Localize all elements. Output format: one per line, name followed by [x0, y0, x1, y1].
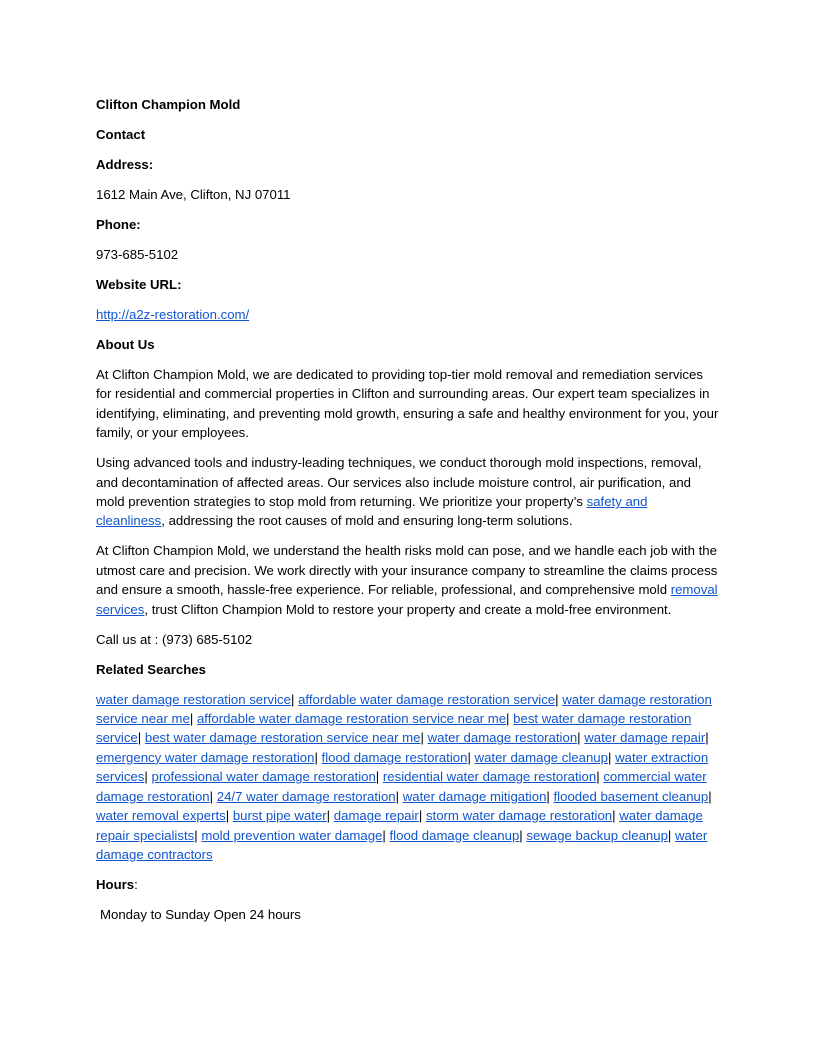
related-search-link[interactable]: flood damage cleanup [389, 827, 520, 843]
related-searches-list [96, 690, 720, 865]
related-search-link[interactable]: water damage repair [584, 730, 706, 746]
about-paragraph-1: At Clifton Champion Mold, we are dedicated to providing top-tier mold removal and remediation services for residential and commercial properties in Clifton and surrounding areas. Our expert team specializes in identifying, eliminating, and preventing mold growth, ensuring a safe and healthy environment for you, your family, or your employees. [96, 367, 719, 441]
hours-label: Hours [96, 876, 135, 892]
related-search-link[interactable]: water damage mitigation [402, 788, 547, 804]
related-search-link[interactable]: water damage restoration [427, 730, 578, 746]
about-heading: About Us [96, 337, 155, 352]
related-search-link[interactable]: professional water damage restoration [151, 769, 376, 785]
related-search-link[interactable]: sewage backup cleanup [526, 827, 668, 843]
link-separator: | [194, 827, 198, 843]
safety-cleanliness-link[interactable]: safety and cleanliness [96, 494, 648, 529]
link-separator: | [577, 730, 581, 746]
about-paragraph-2 [96, 453, 720, 531]
about-p3-text-after: , trust Clifton Champion Mold to restore your property and create a mold-free environment. [144, 601, 672, 617]
link-separator: | [225, 808, 230, 824]
related-search-link[interactable]: best water damage restoration service near me [144, 730, 421, 746]
related-search-link[interactable]: damage repair [333, 808, 419, 824]
about-paragraph-3 [96, 541, 720, 619]
related-search-link[interactable]: best water damage restoration service [96, 711, 692, 746]
link-separator: | [546, 788, 550, 804]
link-separator: | [382, 827, 386, 843]
phone-value: 973-685-5102 [96, 247, 179, 262]
website-paragraph [96, 305, 720, 324]
related-search-link[interactable]: water damage restoration service near me [96, 691, 712, 727]
link-separator: | [506, 711, 510, 727]
link-separator: | [314, 749, 318, 765]
link-separator: | [375, 769, 380, 785]
hours-value: Monday to Sunday Open 24 hours [100, 906, 301, 922]
link-separator: | [705, 730, 709, 746]
link-separator: | [607, 749, 612, 765]
related-search-link[interactable]: water removal experts [96, 808, 226, 824]
related-search-link[interactable]: 24/7 water damage restoration [216, 788, 396, 804]
related-search-link[interactable]: affordable water damage restoration service near me [196, 711, 507, 727]
link-separator: | [420, 730, 424, 746]
related-search-link[interactable]: affordable water damage restoration service [298, 691, 556, 707]
phone-label: Phone: [96, 217, 141, 232]
related-search-link[interactable]: water damage contractors [96, 827, 708, 862]
about-p2-text-before: Using advanced tools and industry-leading techniques, we conduct thorough mold inspections, removal, and decontamination of affected areas. Our services also include moisture control, air purification, and mold prevention strategies to stop mold from returning. We prioritize your property’s [96, 455, 702, 510]
link-separator: | [189, 711, 194, 727]
link-separator: | [612, 808, 616, 824]
related-search-link[interactable]: commercial water damage restoration [96, 769, 707, 804]
related-search-link[interactable]: water damage cleanup [474, 749, 608, 765]
related-search-link[interactable]: flooded basement cleanup [553, 788, 709, 804]
related-search-link[interactable]: burst pipe water [232, 808, 327, 824]
link-separator: | [519, 827, 523, 843]
address-label: Address: [96, 157, 154, 172]
link-separator: | [667, 827, 672, 843]
related-search-link[interactable]: residential water damage restoration [382, 769, 597, 785]
website-label: Website URL: [96, 277, 182, 292]
address-value: 1612 Main Ave, Clifton, NJ 07011 [96, 187, 291, 202]
link-separator: | [555, 691, 559, 707]
document-page [96, 95, 720, 935]
link-separator: | [467, 749, 471, 765]
related-search-link[interactable]: flood damage restoration [321, 749, 468, 765]
about-p3-text-before: At Clifton Champion Mold, we understand the health risks mold can pose, and we handle each job with the utmost care and precision. We work directly with your insurance company to streamline the claims process and ensure a smooth, hassle-free experience. For reliable, professional, and comprehensive mold [96, 543, 718, 598]
link-separator: | [209, 788, 214, 804]
related-search-link[interactable]: water damage repair specialists [96, 808, 703, 843]
link-separator: | [395, 788, 400, 804]
link-separator: | [326, 808, 331, 824]
contact-heading: Contact [96, 127, 146, 142]
link-separator: | [144, 769, 148, 785]
link-separator: | [290, 691, 295, 707]
removal-services-link[interactable]: removal services [96, 582, 718, 617]
related-search-link[interactable]: emergency water damage restoration [96, 749, 315, 765]
related-search-link[interactable]: water damage restoration service [96, 691, 291, 707]
website-link[interactable]: http://a2z-restoration.com/ [96, 307, 250, 322]
related-search-link[interactable]: water extraction services [96, 749, 709, 785]
hours-colon: : [134, 876, 138, 892]
link-separator: | [137, 730, 142, 746]
link-separator: | [708, 788, 712, 804]
call-us-text: Call us at : (973) 685-5102 [96, 631, 253, 647]
link-separator: | [418, 808, 423, 824]
related-search-link[interactable]: mold prevention water damage [201, 827, 383, 843]
about-p2-text-after: , addressing the root causes of mold and ensuring long-term solutions. [161, 513, 573, 529]
hours-line [96, 875, 720, 894]
link-separator: | [596, 769, 600, 785]
related-search-link[interactable]: storm water damage restoration [425, 808, 613, 824]
company-name: Clifton Champion Mold [96, 97, 241, 112]
related-searches-heading: Related Searches [96, 661, 206, 677]
